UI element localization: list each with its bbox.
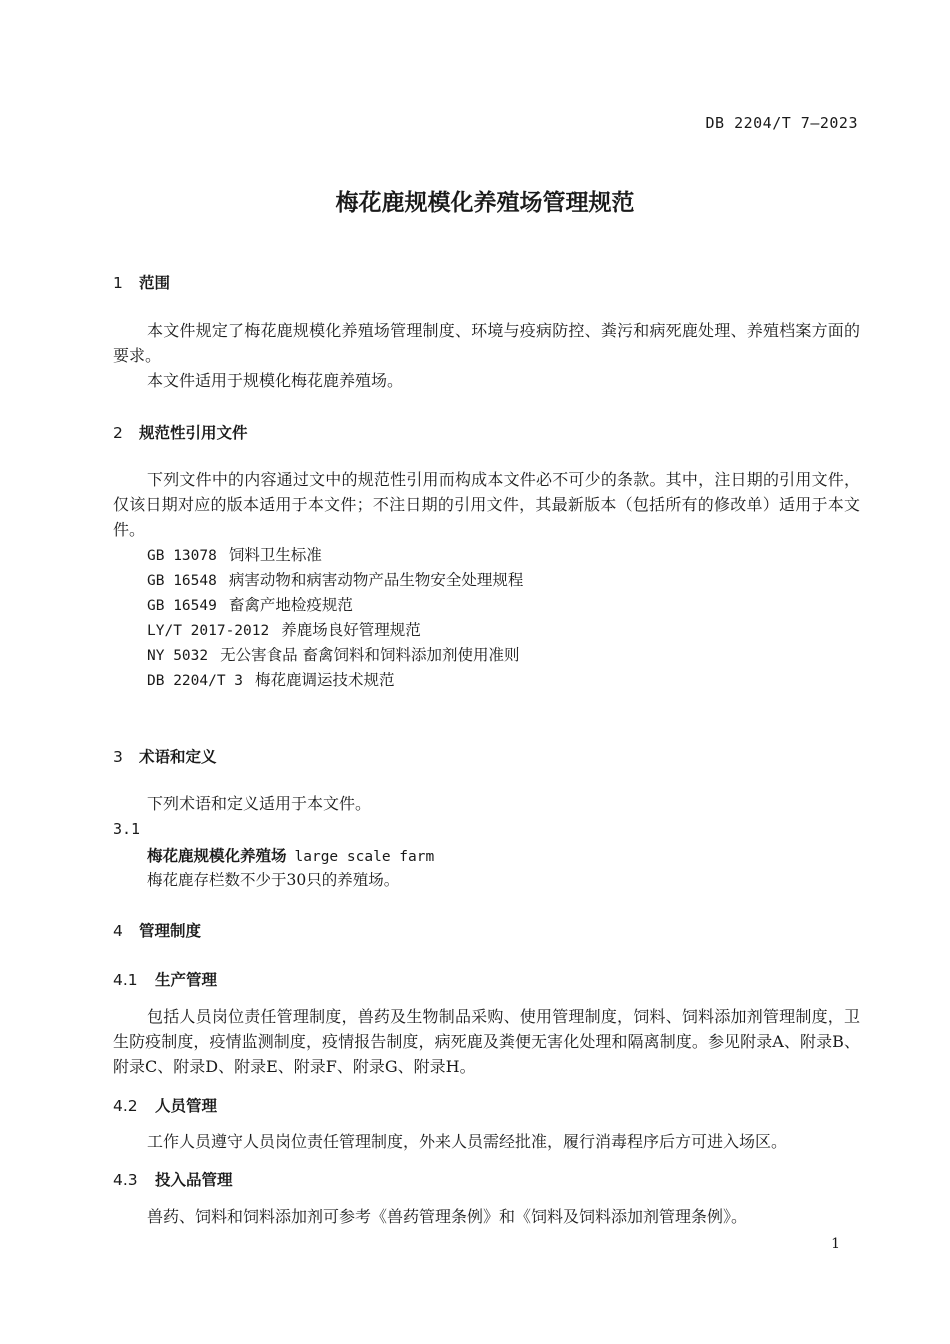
term-chinese: 梅花鹿规模化养殖场 [147, 847, 287, 865]
section-number: 3 [113, 748, 123, 766]
subsection-title: 生产管理 [155, 971, 218, 989]
paragraph: 下列文件中的内容通过文中的规范性引用而构成本文件必不可少的条款。其中，注日期的引用文件，仅该日期对应的版本适用于本文件；不注日期的引用文件，其最新版本（包括所有的修改单）适用于本文件。 [113, 470, 860, 539]
reference-code: DB 2204/T 3 [147, 673, 244, 689]
paragraph: 兽药、饲料和饲料添加剂可参考《兽药管理条例》和《饲料及饲料添加剂管理条例》。 [147, 1207, 748, 1226]
reference-name: 病害动物和病害动物产品生物安全处理规程 [228, 571, 524, 589]
reference-code: GB 16549 [147, 598, 217, 614]
reference-code: LY/T 2017-2012 [147, 623, 270, 639]
subsection-title: 投入品管理 [155, 1171, 233, 1189]
reference-item [147, 543, 322, 565]
reference-item [147, 568, 523, 590]
section-heading-4 [113, 919, 201, 941]
reference-code: NY 5032 [147, 648, 209, 664]
reference-item [147, 618, 421, 640]
section-heading-3 [113, 745, 217, 767]
subsection-number: 4.3 [113, 1171, 138, 1189]
reference-name: 饲料卫生标准 [228, 546, 322, 564]
term-entry [147, 844, 434, 866]
subsection-number: 4.1 [113, 971, 138, 989]
section-heading-1 [113, 271, 170, 293]
section-title: 规范性引用文件 [139, 424, 248, 442]
reference-name: 梅花鹿调运技术规范 [255, 671, 395, 689]
reference-item [147, 668, 395, 690]
subsection-heading-4-1 [113, 968, 217, 990]
paragraph: 本文件规定了梅花鹿规模化养殖场管理制度、环境与疫病防控、粪污和病死鹿处理、养殖档案方面的要求。 [113, 321, 860, 365]
term-english: large scale farm [294, 849, 435, 865]
section-title: 术语和定义 [139, 748, 217, 766]
section-number: 4 [113, 922, 123, 940]
reference-code: GB 16548 [147, 573, 217, 589]
subsection-heading-4-2 [113, 1094, 217, 1116]
page-title: 梅花鹿规模化养殖场管理规范 [335, 190, 635, 216]
reference-code: GB 13078 [147, 548, 217, 564]
section-number: 1 [113, 274, 123, 292]
paragraph: 下列术语和定义适用于本文件。 [147, 794, 372, 813]
paragraph: 工作人员遵守人员岗位责任管理制度，外来人员需经批准，履行消毒程序后方可进入场区。 [147, 1132, 788, 1151]
term-definition: 梅花鹿存栏数不少于30只的养殖场。 [147, 871, 400, 889]
subsection-title: 人员管理 [155, 1097, 218, 1115]
reference-name: 无公害食品 畜禽饲料和饲料添加剂使用准则 [220, 646, 520, 664]
paragraph: 本文件适用于规模化梅花鹿养殖场。 [147, 371, 404, 390]
document-number: DB 2204/T 7—2023 [705, 114, 858, 132]
paragraph: 包括人员岗位责任管理制度，兽药及生物制品采购、使用管理制度，饲料、饲料添加剂管理制度，卫生防疫制度，疫情监测制度，疫情报告制度，病死鹿及粪便无害化处理和隔离制度。参见附录A、附录B、附录C、附录D、附录E、附录F、附录G、附录H。 [113, 1007, 860, 1076]
section-title: 管理制度 [139, 922, 202, 940]
reference-name: 养鹿场良好管理规范 [281, 621, 421, 639]
reference-name: 畜禽产地检疫规范 [228, 596, 353, 614]
section-heading-2 [113, 421, 248, 443]
reference-item [147, 593, 353, 615]
section-number: 2 [113, 424, 123, 442]
term-number: 3.1 [113, 820, 141, 838]
page-number: 1 [831, 1236, 840, 1252]
subsection-number: 4.2 [113, 1097, 138, 1115]
subsection-heading-4-3 [113, 1168, 233, 1190]
section-title: 范围 [139, 274, 171, 292]
reference-item [147, 643, 520, 665]
